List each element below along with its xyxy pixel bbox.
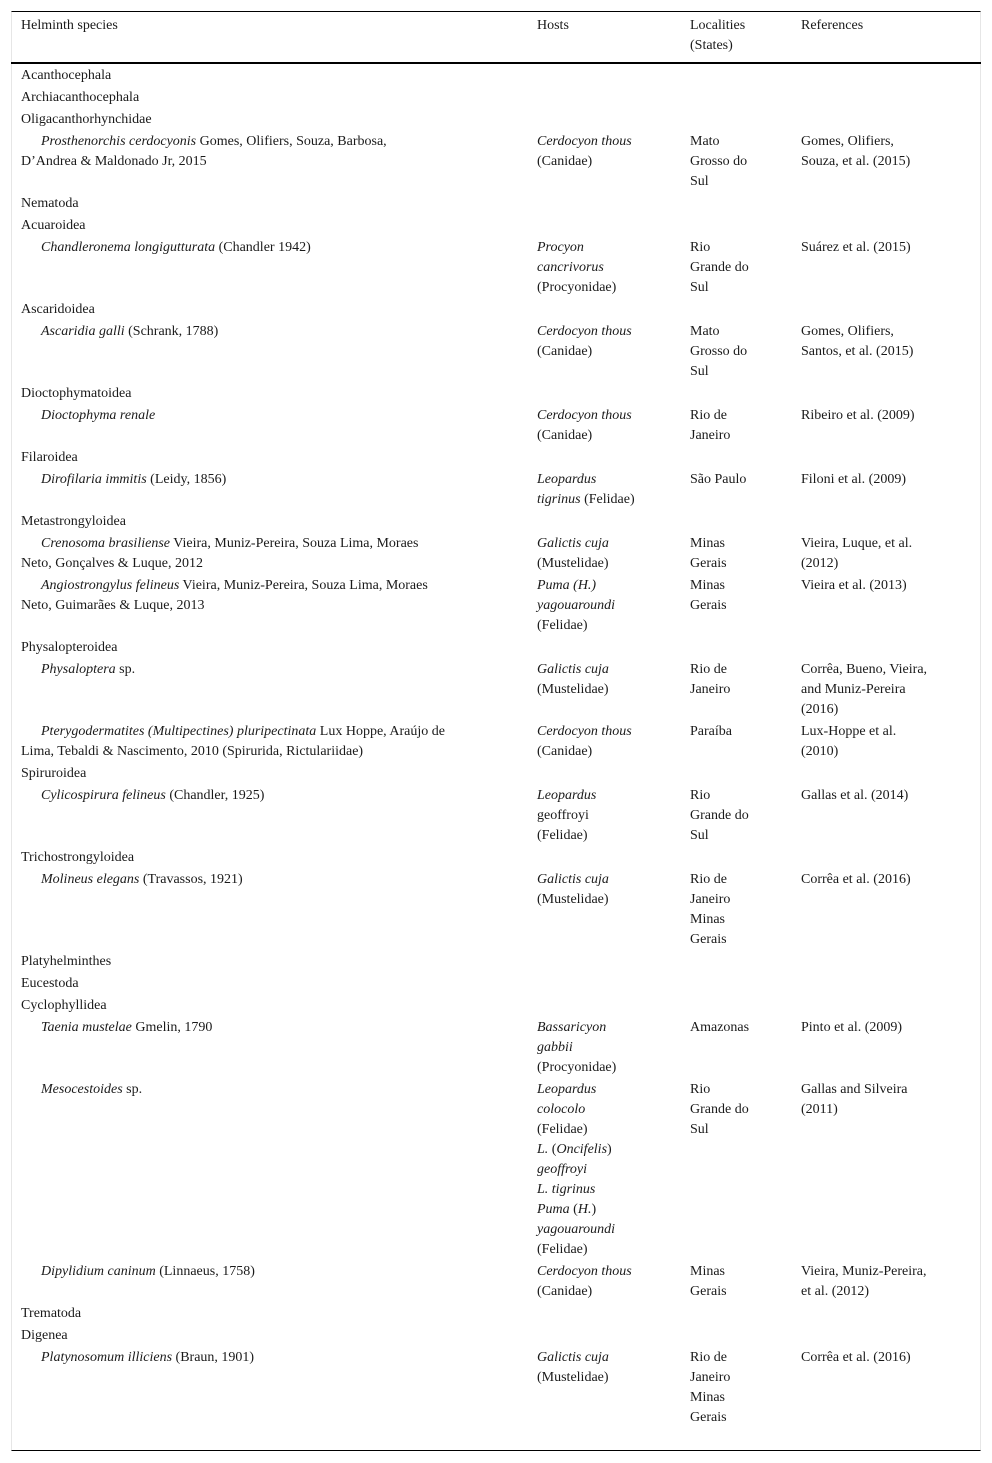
reference-cell: Pinto et al. (2009) [801,1020,903,1035]
host-cell: Cerdocyon thous (Canidae) [537,1264,632,1299]
host-oncifelis: L. (Oncifelis) [537,1142,612,1157]
species-cell: Mesocestoides sp. [41,1082,143,1097]
host-cell: Cerdocyon thous (Canidae) [537,724,632,759]
locality-cell: São Paulo [690,472,747,487]
reference-cell: Gomes, Olifiers, Santos, et al. (2015) [801,324,914,359]
locality-cell: Rio Grande do Sul [690,240,749,295]
group-row: Archiacanthocephala [21,90,140,105]
species-cell: Crenosoma brasiliense Vieira, Muniz-Pereira, Souza Lima, Moraes Neto, Gonçalves & Luque, 2012 [21,536,419,571]
host-cell: Leopardus geoffroyi (Felidae) [537,788,597,843]
table-row [11,1348,981,1430]
group-row: Digenea [21,1328,68,1343]
species-cell: Prosthenorchis cerdocyonis Gomes, Olifiers, Souza, Barbosa, D’Andrea & Maldonado Jr, 2015 [21,134,387,169]
locality-cell: Rio Grande do Sul [690,1082,749,1137]
group-row: Platyhelminthes [21,954,112,969]
species-cell: Dipylidium caninum (Linnaeus, 1758) [41,1264,255,1279]
header-references: References [801,11,981,63]
locality-cell: Minas Gerais [690,1264,727,1299]
group-row: Filaroidea [21,450,78,465]
reference-cell: Corrêa et al. (2016) [801,872,911,887]
table-row [11,1262,981,1304]
host-cell: Cerdocyon thous (Canidae) [537,134,632,169]
table-row [11,870,981,952]
group-row: Ascaridoidea [21,302,95,317]
locality-cell: Rio de Janeiro [690,408,731,443]
host-cell: Galictis cuja (Mustelidae) [537,662,609,697]
locality-cell: Rio de Janeiro Minas Gerais [690,1350,731,1425]
group-row: Dioctophymatoidea [21,386,132,401]
species-cell: Cylicospirura felineus (Chandler, 1925) [41,788,265,803]
host-cell: Galictis cuja (Mustelidae) [537,872,609,907]
host-cell: Procyon cancrivorus (Procyonidae) [537,240,617,295]
reference-cell: Vieira et al. (2013) [801,578,907,593]
table-row [11,534,981,576]
species-cell: Molineus elegans (Travassos, 1921) [41,872,243,887]
species-cell: Chandleronema longigutturata (Chandler 1942) [41,240,311,255]
group-row: Oligacanthorhynchidae [21,112,152,127]
header-localities-line2: (States) [690,38,733,53]
header-localities [690,11,801,63]
locality-cell: Amazonas [690,1020,750,1035]
locality-cell: Mato Grosso do Sul [690,324,748,379]
species-cell: Dirofilaria immitis (Leidy, 1856) [41,472,227,487]
table-row [11,1018,981,1080]
reference-cell: Corrêa, Bueno, Vieira, and Muniz-Pereira (2016) [801,662,928,717]
host-cell: Cerdocyon thous (Canidae) [537,408,632,443]
reference-cell: Gallas and Silveira (2011) [801,1082,908,1117]
table-row [11,406,981,448]
locality-cell: Minas Gerais [690,536,727,571]
group-row: Spiruroidea [21,766,87,781]
locality-cell: Minas Gerais [690,578,727,613]
host-cell: Cerdocyon thous (Canidae) [537,324,632,359]
helminth-table [11,11,981,1430]
table-row [11,576,981,638]
reference-cell: Filoni et al. (2009) [801,472,906,487]
header-species: Helminth species [11,11,537,63]
table-row [11,238,981,300]
group-row: Cyclophyllidea [21,998,107,1013]
group-row: Physalopteroidea [21,640,118,655]
reference-cell: Ribeiro et al. (2009) [801,408,915,423]
table-row [11,132,981,194]
group-row: Acuaroidea [21,218,86,233]
reference-cell: Suárez et al. (2015) [801,240,911,255]
host-cell: Bassaricyon gabbii (Procyonidae) [537,1020,617,1075]
group-row: Nematoda [21,196,79,211]
species-cell: Taenia mustelae Gmelin, 1790 [41,1020,213,1035]
host-cell: Leopardus tigrinus (Felidae) [537,472,635,507]
locality-cell: Rio Grande do Sul [690,788,749,843]
reference-cell: Vieira, Luque, et al. (2012) [801,536,913,571]
host-puma: Puma (H.) [537,1202,597,1217]
species-cell: Ascaridia galli (Schrank, 1788) [41,324,219,339]
species-cell: Angiostrongylus felineus Vieira, Muniz-Pereira, Souza Lima, Moraes Neto, Guimarães & Luque, 2013 [21,578,428,613]
reference-cell: Lux-Hoppe et al. (2010) [801,724,897,759]
header-hosts: Hosts [537,11,690,63]
reference-cell: Gomes, Olifiers, Souza, et al. (2015) [801,134,911,169]
table-row [11,1080,981,1262]
table-row [11,786,981,848]
reference-cell: Corrêa et al. (2016) [801,1350,911,1365]
table-row [11,322,981,384]
group-row: Metastrongyloidea [21,514,126,529]
host-cell: Galictis cuja (Mustelidae) [537,1350,609,1385]
group-row: Eucestoda [21,976,79,991]
table-header-row [11,11,981,63]
host-cell: Leopardus colocolo (Felidae) L. (Oncifelis) geoffroyi L. tigrinus Puma (H.) yagouaroundi (Felidae) [537,1080,690,1262]
species-cell: Physaloptera sp. [41,662,136,677]
locality-cell: Rio de Janeiro [690,662,731,697]
species-cell: Dioctophyma renale [41,408,156,423]
locality-cell: Paraíba [690,724,732,739]
group-row: Trematoda [21,1306,82,1321]
table-row [11,660,981,722]
table-row [11,470,981,512]
group-row: Acanthocephala [21,68,112,83]
header-localities-line1: Localities [690,18,746,33]
host-cell: Galictis cuja (Mustelidae) [537,536,609,571]
species-cell: Platynosomum illiciens (Braun, 1901) [41,1350,255,1365]
table-row [11,722,981,764]
host-cell: Puma (H.) yagouaroundi (Felidae) [537,578,616,633]
group-row: Trichostrongyloidea [21,850,135,865]
locality-cell: Rio de Janeiro Minas Gerais [690,872,731,947]
reference-cell: Vieira, Muniz-Pereira, et al. (2012) [801,1264,927,1299]
locality-cell: Mato Grosso do Sul [690,134,748,189]
species-cell: Pterygodermatites (Multipectines) pluripectinata Lux Hoppe, Araújo de Lima, Tebaldi & Nascimento, 2010 (Spirurida, Rictulariidae) [21,724,445,759]
reference-cell: Gallas et al. (2014) [801,788,909,803]
